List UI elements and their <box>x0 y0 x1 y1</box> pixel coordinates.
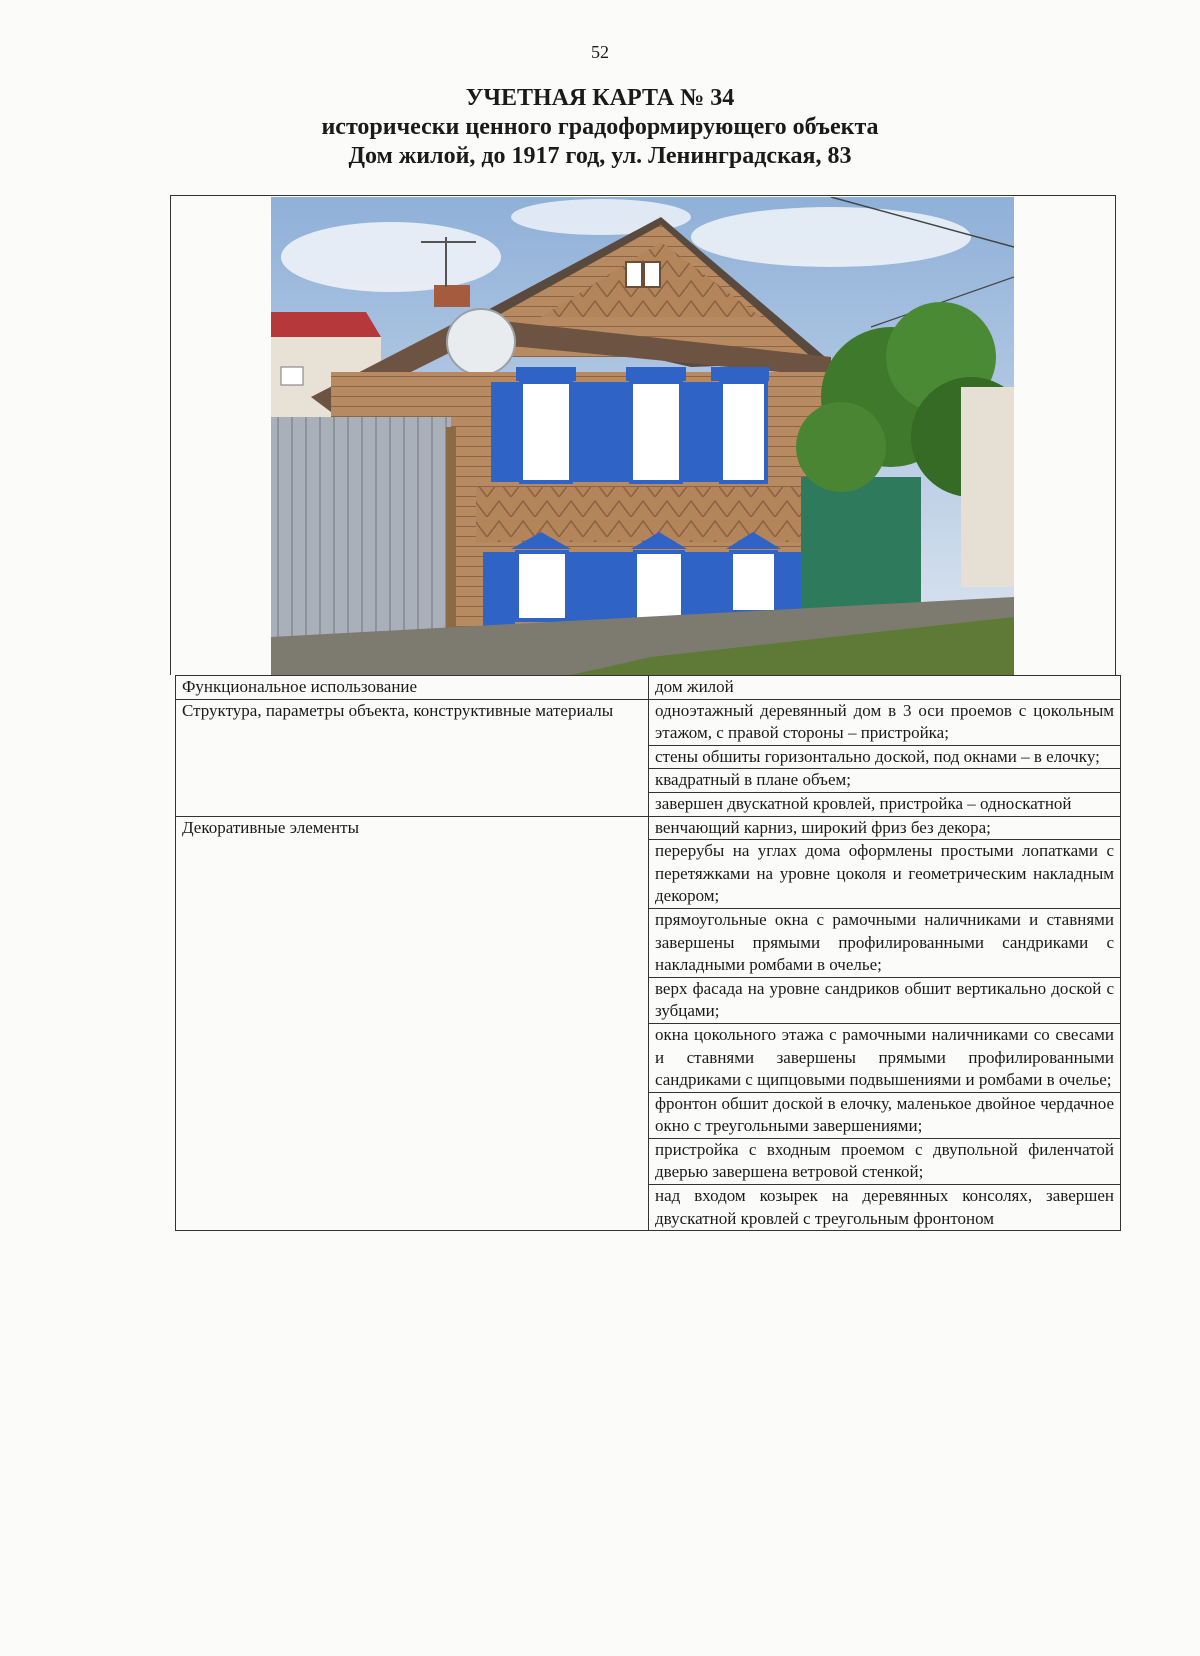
value-paragraph: стены обшиты горизонтально доской, под окнами – в елочку; <box>649 745 1120 769</box>
page-number: 52 <box>591 42 609 62</box>
value-paragraph: прямоугольные окна с рамочными наличниками и ставнями завершены прямыми профилированными сандриками с накладными ромбами в очелье; <box>649 908 1120 977</box>
properties-table <box>175 675 1121 1231</box>
value-paragraph: над входом козырек на деревянных консолях, завершен двускатной кровлей с треугольным фронтоном <box>649 1184 1120 1230</box>
table-row <box>176 676 1121 700</box>
row-value <box>649 816 1121 1231</box>
row-label: Декоративные элементы <box>176 816 649 1231</box>
photo-cell <box>170 195 1116 675</box>
object-name: Дом жилой, до 1917 год, ул. Ленинградская, 83 <box>348 143 852 169</box>
row-value <box>649 676 1121 700</box>
table-row <box>176 699 1121 816</box>
house-photo <box>271 197 1014 675</box>
value-paragraph: венчающий карниз, широкий фриз без декора; <box>655 817 991 837</box>
table-row <box>176 816 1121 1231</box>
card-subtitle: исторически ценного градоформирующего объекта <box>321 114 879 140</box>
row-label: Функциональное использование <box>176 676 649 700</box>
value-paragraph: квадратный в плане объем; <box>649 768 1120 792</box>
row-label-text: Структура, параметры объекта, конструктивные материалы <box>182 700 614 720</box>
value-paragraph: окна цокольного этажа с рамочными наличниками со свесами и ставнями завершены прямыми профилированными сандриками с щипцовыми подвышениями и ромбами в очелье; <box>649 1023 1120 1092</box>
value-paragraph: одноэтажный деревянный дом в 3 оси проемов с цокольным этажом, с правой стороны – пристройка; <box>655 700 1114 743</box>
row-value <box>649 699 1121 816</box>
value-paragraph: перерубы на углах дома оформлены простыми лопатками с перетяжками на уровне цоколя и геометрическим накладным декором; <box>649 839 1120 908</box>
card-title: УЧЕТНАЯ КАРТА № 34 <box>465 85 735 111</box>
value-paragraph: фронтон обшит доской в елочку, маленькое двойное чердачное окно с треугольными завершениями; <box>649 1092 1120 1138</box>
value-paragraph: дом жилой <box>655 677 734 696</box>
value-paragraph: пристройка с входным проемом с двупольной филенчатой дверью завершена ветровой стенкой; <box>649 1138 1120 1184</box>
value-paragraph: завершен двускатной кровлей, пристройка – односкатной <box>649 792 1120 816</box>
value-paragraph: верх фасада на уровне сандриков обшит вертикально доской с зубцами; <box>649 977 1120 1023</box>
row-label <box>176 699 649 816</box>
